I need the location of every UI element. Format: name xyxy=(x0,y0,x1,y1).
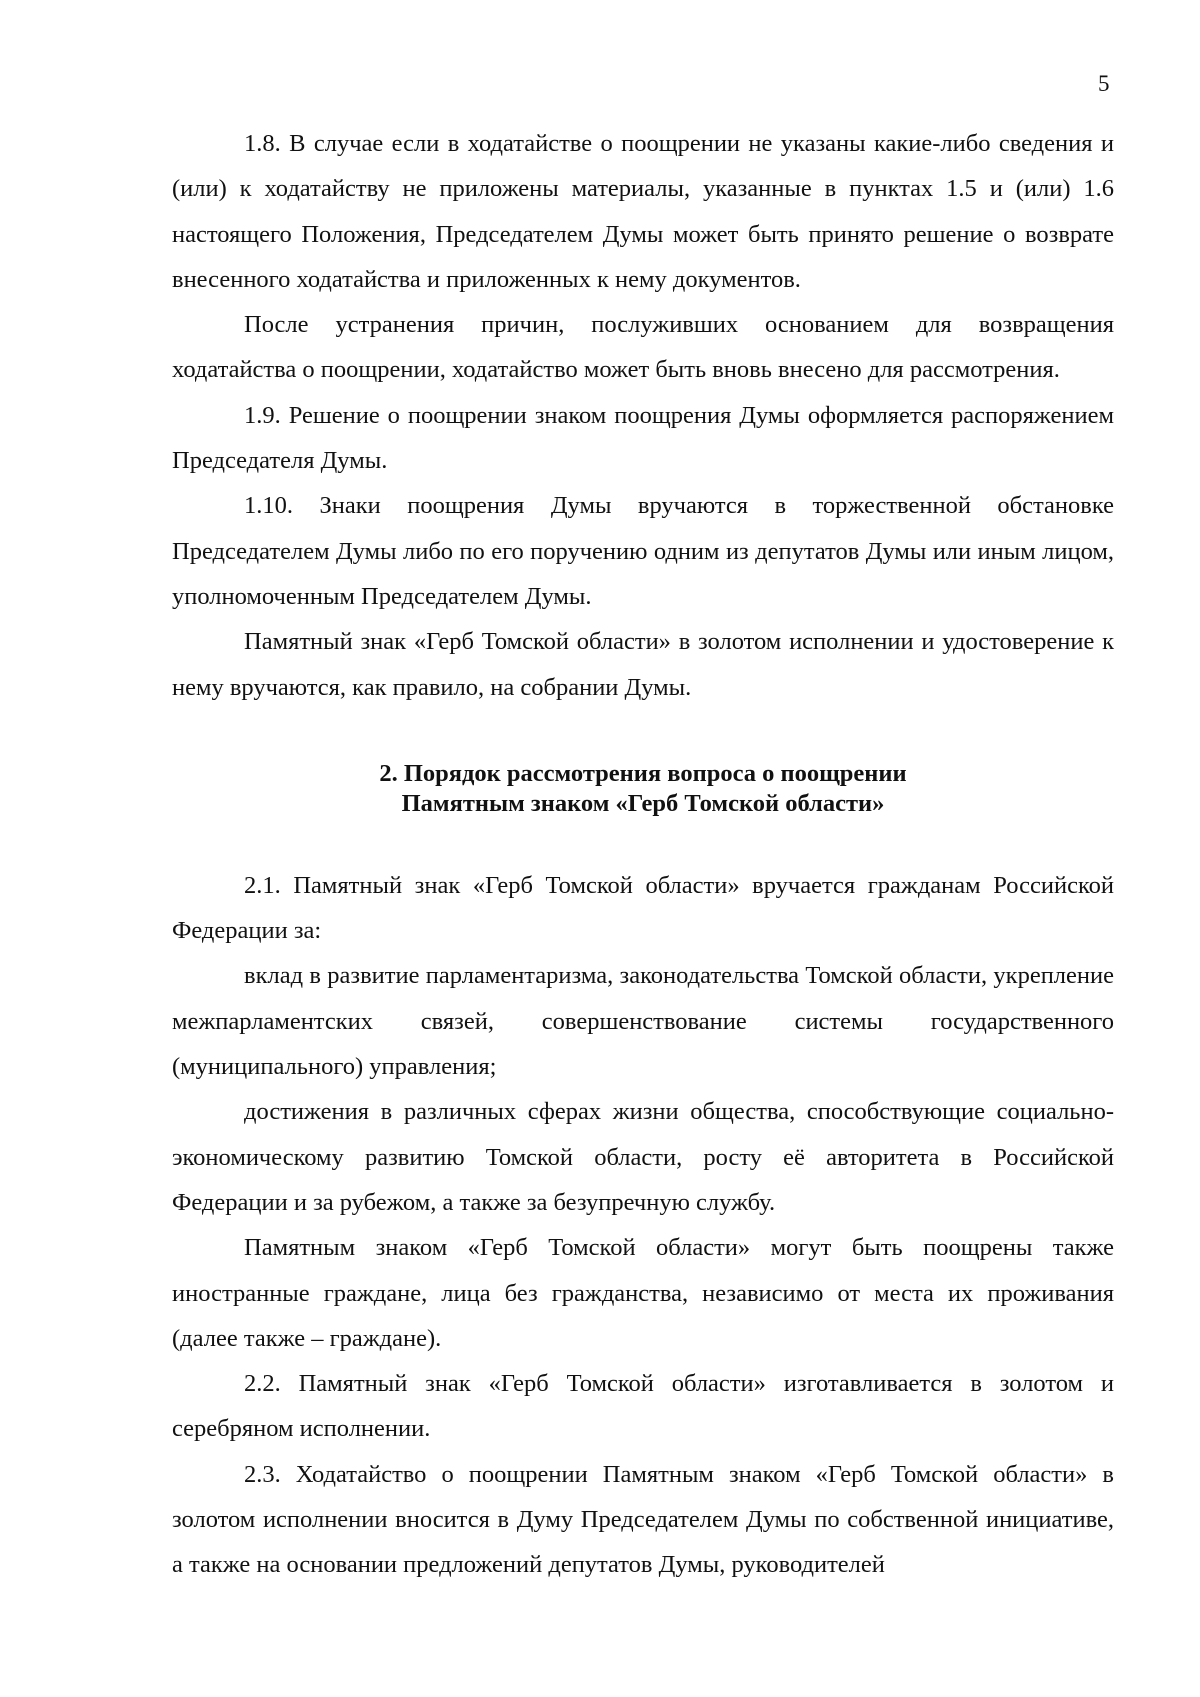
page-number: 5 xyxy=(1098,71,1110,96)
paragraph-1-8: 1.8. В случае если в ходатайстве о поощрении не указаны какие-либо сведения и (или) к ходатайству не приложены материалы, указанные в пунктах 1.5 и (или) 1.6 настоящего Положения, Председателем Думы может быть принято решение о возврате внесенного ходатайства и приложенных к нему документов. xyxy=(172,130,1114,293)
paragraph-memorial-sign-award: Памятный знак «Герб Томской области» в золотом исполнении и удостоверение к нему вручаются, как правило, на собрании Думы. xyxy=(172,628,1114,701)
section-2-heading-line-2: Памятным знаком «Герб Томской области» xyxy=(401,789,885,817)
document-body xyxy=(172,121,1114,1588)
paragraph-1-9: 1.9. Решение о поощрении знаком поощрения Думы оформляется распоряжением Председателя Думы. xyxy=(172,401,1114,475)
paragraph-foreign-citizens: Памятным знаком «Герб Томской области» могут быть поощрены также иностранные граждане, лица без гражданства, независимо от места их проживания (далее также – граждане). xyxy=(172,1234,1114,1352)
paragraph-2-3: 2.3. Ходатайство о поощрении Памятным знаком «Герб Томской области» в золотом исполнении вносится в Думу Председателем Думы по собственной инициативе, а также на основании предложений депутатов Думы, руководителей xyxy=(172,1460,1114,1579)
section-2-heading-line-1: 2. Порядок рассмотрения вопроса о поощрении xyxy=(379,759,907,787)
paragraph-resubmission: После устранения причин, послуживших основанием для возвращения ходатайства о поощрении, ходатайство может быть вновь внесено для рассмотрения. xyxy=(172,311,1114,384)
paragraph-2-2: 2.2. Памятный знак «Герб Томской области» изготавливается в золотом и серебряном исполнении. xyxy=(172,1370,1114,1443)
section-2-heading xyxy=(172,759,1114,819)
paragraph-contribution: вклад в развитие парламентаризма, законодательства Томской области, укрепление межпарламентских связей, совершенствование системы государственного (муниципального) управления; xyxy=(172,962,1114,1081)
paragraph-2-1: 2.1. Памятный знак «Герб Томской области» вручается гражданам Российской Федерации за: xyxy=(172,871,1114,945)
paragraph-1-10: 1.10. Знаки поощрения Думы вручаются в торжественной обстановке Председателем Думы либо по его поручению одним из депутатов Думы или иным лицом, уполномоченным Председателем Думы. xyxy=(172,492,1114,610)
paragraph-achievements: достижения в различных сферах жизни общества, способствующие социально-экономическому развитию Томской области, росту её авторитета в Российской Федерации и за рубежом, а также за безупречную службу. xyxy=(172,1098,1114,1216)
